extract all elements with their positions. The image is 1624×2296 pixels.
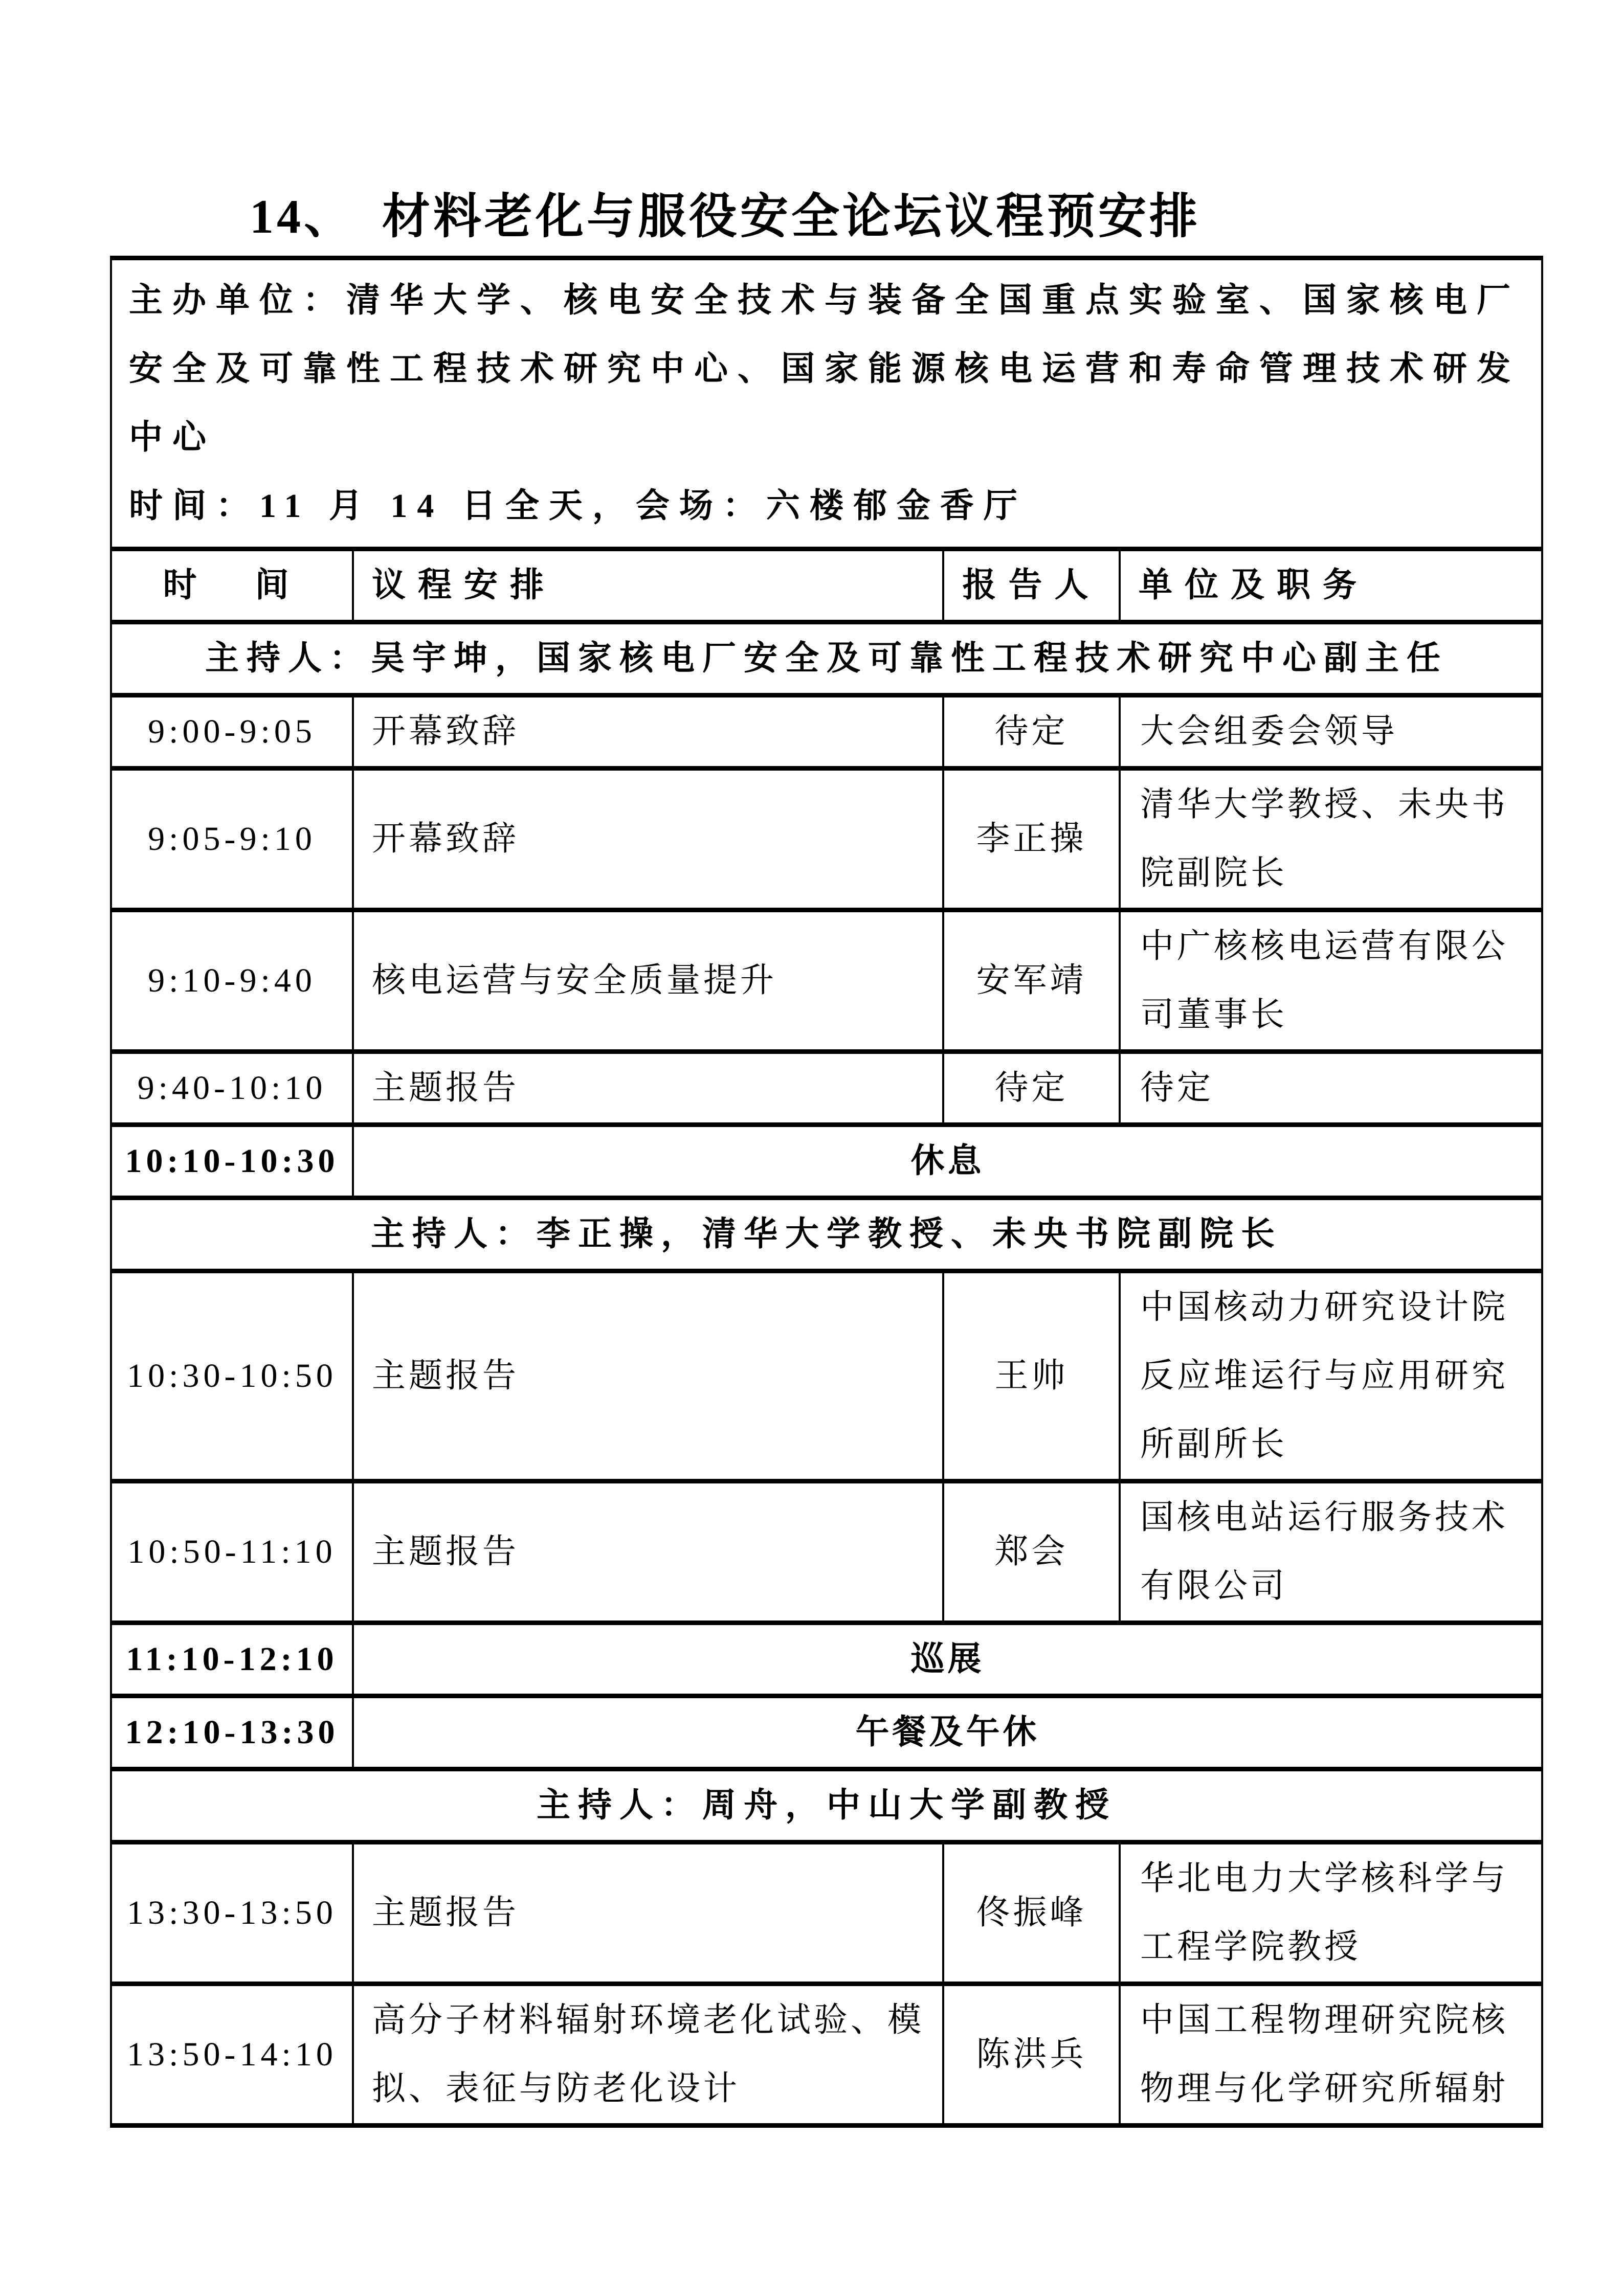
speaker-cell: 王帅 bbox=[943, 1271, 1120, 1481]
page-title: 14、 材料老化与服役安全论坛议程预安排 bbox=[250, 190, 1201, 243]
header-cell-speaker: 报告人 bbox=[943, 549, 1120, 622]
time-cell: 12:10-13:30 bbox=[111, 1696, 353, 1769]
moderator-cell: 主持人：吴宇坤，国家核电厂安全及可靠性工程技术研究中心副主任 bbox=[111, 622, 1542, 695]
table-header-row bbox=[111, 549, 1542, 622]
table-row bbox=[111, 1696, 1542, 1769]
table-row bbox=[111, 910, 1542, 1052]
agenda-cell: 高分子材料辐射环境老化试验、模拟、表征与防老化设计 bbox=[353, 1984, 943, 2126]
time-cell: 9:40-10:10 bbox=[111, 1052, 353, 1125]
agenda-cell: 开幕致辞 bbox=[353, 769, 943, 910]
affiliation-cell: 中国核动力研究设计院反应堆运行与应用研究所副所长 bbox=[1120, 1271, 1542, 1481]
table-row bbox=[111, 1271, 1542, 1481]
time-cell: 9:05-9:10 bbox=[111, 769, 353, 910]
moderator-cell: 主持人：周舟，中山大学副教授 bbox=[111, 1769, 1542, 1842]
agenda-cell: 主题报告 bbox=[353, 1271, 943, 1481]
info-cell bbox=[111, 258, 1542, 549]
table-row bbox=[111, 1842, 1542, 1984]
affiliation-cell: 国核电站运行服务技术有限公司 bbox=[1120, 1481, 1542, 1623]
speaker-cell: 李正操 bbox=[943, 769, 1120, 910]
agenda-cell: 核电运营与安全质量提升 bbox=[353, 910, 943, 1052]
time-cell: 9:10-9:40 bbox=[111, 910, 353, 1052]
organizer-text: 主办单位：清华大学、核电安全技术与装备全国重点实验室、国家核电厂安全及可靠性工程技术研究中心、国家能源核电运营和寿命管理技术研发中心 bbox=[129, 282, 1520, 456]
break-label-cell: 巡展 bbox=[353, 1623, 1542, 1696]
time-cell: 10:50-11:10 bbox=[111, 1481, 353, 1623]
time-cell: 10:30-10:50 bbox=[111, 1271, 353, 1481]
agenda-cell: 开幕致辞 bbox=[353, 695, 943, 769]
affiliation-cell: 清华大学教授、未央书院副院长 bbox=[1120, 769, 1542, 910]
table-row bbox=[111, 1984, 1542, 2126]
time-cell: 11:10-12:10 bbox=[111, 1623, 353, 1696]
affiliation-cell: 大会组委会领导 bbox=[1120, 695, 1542, 769]
table-row bbox=[111, 1198, 1542, 1271]
affiliation-cell: 待定 bbox=[1120, 1052, 1542, 1125]
time-cell: 10:10-10:30 bbox=[111, 1125, 353, 1198]
time-cell: 13:30-13:50 bbox=[111, 1842, 353, 1984]
header-cell-agenda: 议程安排 bbox=[353, 549, 943, 622]
affiliation-cell: 华北电力大学核科学与工程学院教授 bbox=[1120, 1842, 1542, 1984]
agenda-cell: 主题报告 bbox=[353, 1481, 943, 1623]
agenda-table bbox=[110, 256, 1543, 2128]
table-row bbox=[111, 1125, 1542, 1198]
speaker-cell: 待定 bbox=[943, 695, 1120, 769]
table-row bbox=[111, 769, 1542, 910]
agenda-cell: 主题报告 bbox=[353, 1052, 943, 1125]
info-row bbox=[111, 258, 1542, 549]
affiliation-cell: 中国工程物理研究院核物理与化学研究所辐射 bbox=[1120, 1984, 1542, 2126]
table-row bbox=[111, 1769, 1542, 1842]
speaker-cell: 安军靖 bbox=[943, 910, 1120, 1052]
speaker-cell: 佟振峰 bbox=[943, 1842, 1120, 1984]
table-row bbox=[111, 622, 1542, 695]
header-cell-affiliation: 单位及职务 bbox=[1120, 549, 1542, 622]
affiliation-cell: 中广核核电运营有限公司董事长 bbox=[1120, 910, 1542, 1052]
table-row bbox=[111, 695, 1542, 769]
speaker-cell: 郑会 bbox=[943, 1481, 1120, 1623]
speaker-cell: 待定 bbox=[943, 1052, 1120, 1125]
break-label-cell: 午餐及午休 bbox=[353, 1696, 1542, 1769]
table-row bbox=[111, 1052, 1542, 1125]
time-cell: 9:00-9:05 bbox=[111, 695, 353, 769]
table-row bbox=[111, 1623, 1542, 1696]
time-venue-text: 时间：11 月 14 日全天，会场：六楼郁金香厅 bbox=[129, 487, 1027, 525]
agenda-cell: 主题报告 bbox=[353, 1842, 943, 1984]
header-cell-time: 时 间 bbox=[111, 549, 353, 622]
moderator-cell: 主持人：李正操，清华大学教授、未央书院副院长 bbox=[111, 1198, 1542, 1271]
time-cell: 13:50-14:10 bbox=[111, 1984, 353, 2126]
table-row bbox=[111, 1481, 1542, 1623]
speaker-cell: 陈洪兵 bbox=[943, 1984, 1120, 2126]
break-label-cell: 休息 bbox=[353, 1125, 1542, 1198]
